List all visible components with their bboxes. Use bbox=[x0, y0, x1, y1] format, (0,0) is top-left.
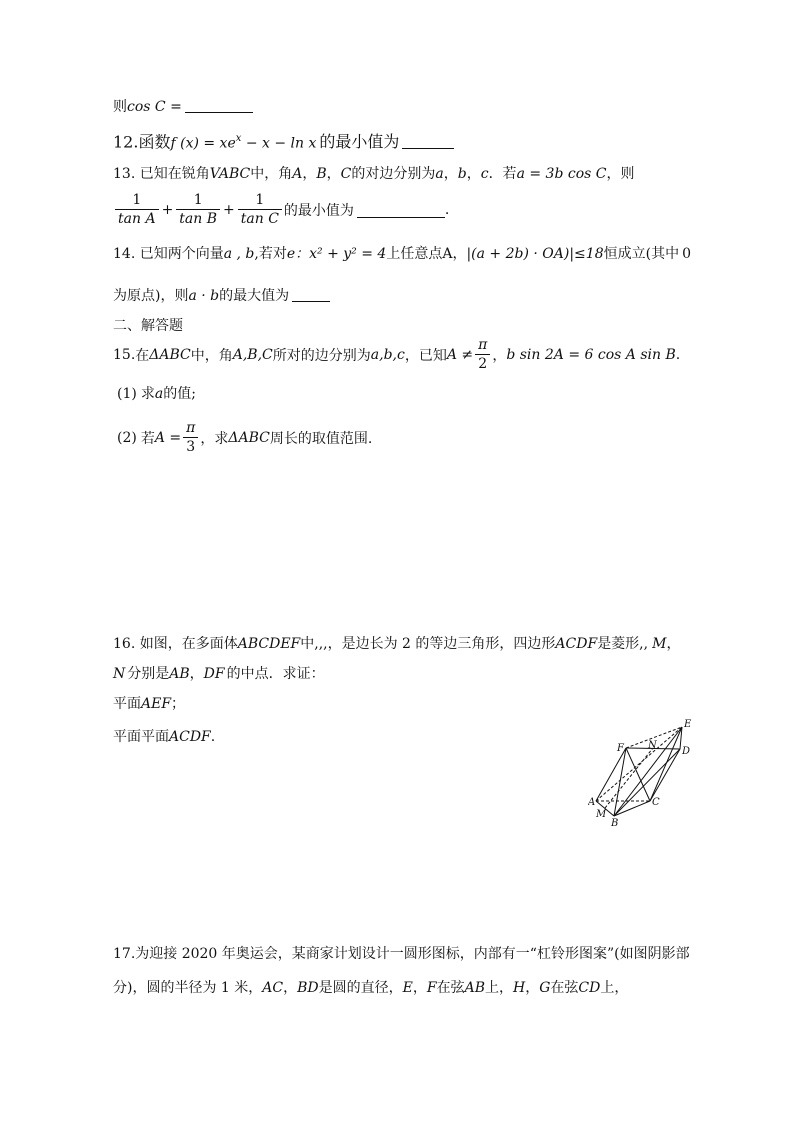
fraction-numerator: π bbox=[475, 337, 490, 355]
q12-expression: f (x) = xe bbox=[170, 135, 236, 152]
q13-text-5: ，则 bbox=[606, 166, 635, 182]
q13-sep: ， bbox=[466, 166, 481, 182]
q13-sep: ， bbox=[302, 166, 317, 182]
q15-part1-var: a bbox=[154, 386, 164, 402]
q15-triangle: ΔABC bbox=[149, 347, 191, 363]
q17-text-5: 上， bbox=[484, 980, 513, 996]
q14-answer-blank[interactable] bbox=[292, 287, 330, 302]
label-n: N bbox=[648, 740, 657, 751]
q11-tail-line bbox=[113, 97, 253, 117]
q13-side-c: c bbox=[480, 166, 489, 182]
q17-chord-cd: CD bbox=[578, 980, 601, 996]
plus-sign: + bbox=[161, 202, 174, 218]
q13-condition: a = 3b cos C bbox=[516, 166, 607, 182]
q17-sep: ， bbox=[412, 980, 427, 996]
q11-prefix: 则 bbox=[113, 99, 127, 115]
q15-part2-triangle: ΔABC bbox=[228, 430, 270, 446]
q13-fraction-a bbox=[115, 192, 159, 228]
q15-part1-label: (1) bbox=[117, 386, 137, 402]
fraction-numerator: 1 bbox=[115, 192, 159, 210]
q12-exponent: x bbox=[235, 133, 242, 144]
q17-sep: ， bbox=[283, 980, 298, 996]
q16-number: 16. bbox=[113, 636, 136, 652]
q17-line-2 bbox=[113, 978, 628, 998]
q14-text-2: ,若对 bbox=[254, 246, 287, 262]
fraction-numerator: π bbox=[183, 420, 198, 438]
q15-part-1 bbox=[117, 384, 196, 404]
q14-text-3: 上任意点 bbox=[386, 246, 443, 262]
q17-line-1 bbox=[113, 944, 690, 964]
q17-text-6: 在弦 bbox=[550, 980, 579, 996]
q17-point-e: E bbox=[402, 980, 413, 996]
q13-sep: ， bbox=[326, 166, 341, 182]
q13-angle-a: A bbox=[292, 166, 303, 182]
q15-text-4: ，已知 bbox=[404, 348, 447, 364]
q15-part-2 bbox=[117, 420, 372, 456]
q16-line-4 bbox=[113, 727, 215, 747]
q17-point-h: H bbox=[512, 980, 526, 996]
q13-line-2 bbox=[113, 192, 449, 228]
q13-number: 13. bbox=[113, 166, 136, 182]
q13-text-4: ．若 bbox=[488, 166, 517, 182]
q16-text-7: 平面平面 bbox=[113, 729, 169, 745]
q13-text-min: 的最小值为 bbox=[283, 203, 354, 219]
fraction-denominator: tan A bbox=[118, 211, 156, 227]
q15-text-5: ， bbox=[492, 348, 507, 364]
label-f: F bbox=[617, 743, 624, 754]
q12-text-a: 函数 bbox=[138, 132, 171, 152]
q13-side-b: b bbox=[457, 166, 467, 182]
section-heading: 二、解答题 bbox=[113, 318, 183, 334]
q16-line-2 bbox=[113, 664, 325, 684]
q13-answer-blank[interactable] bbox=[357, 203, 445, 218]
q16-quadrilateral: ACDF bbox=[555, 636, 598, 652]
q15-text-1: 在 bbox=[135, 348, 150, 364]
q15-angles: A,B,C bbox=[232, 347, 273, 363]
fraction-numerator: 1 bbox=[176, 192, 220, 210]
q16-point-m: M bbox=[652, 636, 667, 652]
q14-zero: 0 bbox=[682, 246, 691, 262]
q16-line-1 bbox=[113, 634, 680, 654]
figure-lines bbox=[596, 727, 682, 816]
q14-dot-product: a · b bbox=[188, 288, 220, 304]
q15-text-2: 中，角 bbox=[190, 348, 233, 364]
q13-period: . bbox=[444, 202, 450, 218]
q12-text-b: 的最小值为 bbox=[319, 132, 400, 152]
q16-line-3 bbox=[113, 694, 185, 714]
q15-part1-text-1: 求 bbox=[140, 386, 155, 402]
q16-text-3: 是菱形,, bbox=[597, 636, 649, 652]
q11-answer-blank[interactable] bbox=[185, 98, 253, 113]
q15-sides: a,b,c bbox=[370, 347, 405, 363]
q14-text-5: 为原点)，则 bbox=[113, 288, 189, 304]
q13-angle-c: C bbox=[340, 166, 352, 182]
q13-text-3: 的对边分别为 bbox=[351, 166, 436, 182]
q14-line-2 bbox=[113, 286, 330, 306]
q14-inequality: |(a + 2b) · OA)|≤18 bbox=[466, 246, 604, 262]
q16-comma: ， bbox=[666, 636, 681, 652]
q17-text-4: 在弦 bbox=[436, 980, 465, 996]
fraction-denominator: 3 bbox=[186, 439, 196, 455]
fraction-numerator: 1 bbox=[238, 192, 282, 210]
q12-number: 12. bbox=[113, 132, 139, 152]
q15-neq: A ≠ bbox=[446, 347, 474, 363]
q12-expression-tail: − x − ln x bbox=[241, 135, 317, 152]
q14-vectors: a , b bbox=[223, 246, 255, 262]
q12-answer-blank[interactable] bbox=[402, 134, 454, 149]
q13-text-1: 已知在锐角 bbox=[139, 166, 210, 182]
polyhedron-figure bbox=[588, 718, 700, 830]
q16-segment-df: DF bbox=[203, 666, 225, 682]
q15-part2-text-1: 若 bbox=[140, 431, 155, 447]
q17-text-3: 是圆的直径， bbox=[318, 980, 403, 996]
q15-period: . bbox=[675, 347, 681, 363]
q17-text-2: 分)，圆的半径为 1 米， bbox=[113, 980, 263, 996]
q16-text-2: 中,,,，是边长为 2 的等边三角形，四边形 bbox=[300, 636, 556, 652]
q13-text-2: 中，角 bbox=[250, 166, 293, 182]
q13-line-1 bbox=[113, 164, 634, 184]
q14-text-1: 已知两个向量 bbox=[139, 246, 224, 262]
label-d: D bbox=[682, 746, 691, 757]
q15-equation: b sin 2A = 6 cos A sin B bbox=[506, 347, 676, 363]
q16-semicolon: ； bbox=[171, 696, 186, 712]
q17-chord-ab: AB bbox=[464, 980, 485, 996]
q16-plane-acdf: ACDF bbox=[169, 729, 211, 745]
label-e: E bbox=[684, 719, 692, 730]
q17-sep: ， bbox=[525, 980, 540, 996]
q17-point-f: F bbox=[426, 980, 437, 996]
fraction-denominator: 2 bbox=[478, 356, 488, 372]
label-m: M bbox=[596, 809, 607, 820]
q15-line-1 bbox=[113, 337, 680, 373]
q16-plane-aef: AEF bbox=[141, 696, 172, 712]
q16-point-n: N bbox=[113, 666, 126, 682]
q15-text-3: 所对的边分别为 bbox=[272, 348, 371, 364]
label-a: A bbox=[588, 797, 596, 808]
q13-side-a: a bbox=[435, 166, 444, 182]
q17-text-1: 为迎接 2020 年奥运会，某商家计划设计一圆形图标，内部有一“杠铃形图案”(如图阴影部 bbox=[135, 946, 690, 962]
q14-point: A， bbox=[442, 246, 467, 262]
q16-text-4: 分别是 bbox=[127, 666, 170, 682]
q14-circle: e：x² + y² = 4 bbox=[286, 246, 387, 262]
q13-fraction-c bbox=[238, 192, 282, 228]
q15-number: 15. bbox=[113, 347, 136, 363]
label-c: C bbox=[652, 797, 660, 808]
q11-expression: cos C = bbox=[127, 99, 182, 115]
edge-ae-hidden bbox=[596, 727, 682, 801]
plus-sign: + bbox=[223, 202, 235, 218]
q17-diameter-bd: BD bbox=[297, 980, 319, 996]
q13-angle-b: B bbox=[316, 166, 327, 182]
q16-sep: ， bbox=[189, 666, 204, 682]
q13-triangle: VABC bbox=[209, 166, 251, 182]
fraction-denominator: tan C bbox=[240, 211, 279, 227]
q15-part2-label: (2) bbox=[117, 430, 137, 446]
q15-part2-text-2: ，求 bbox=[200, 431, 229, 447]
q14-line-1 bbox=[113, 244, 691, 264]
q15-part2-text-3: 周长的取值范围. bbox=[269, 431, 373, 447]
q12-line bbox=[113, 129, 454, 153]
q16-text-1: 如图，在多面体 bbox=[139, 636, 238, 652]
segment-mn-hidden bbox=[605, 748, 653, 808]
q16-polyhedron: ABCDEF bbox=[237, 636, 301, 652]
edge-ec bbox=[650, 727, 682, 801]
q15-pi-over-3 bbox=[183, 420, 198, 456]
q17-end: 上， bbox=[600, 980, 629, 996]
label-b: B bbox=[611, 818, 619, 829]
q17-number: 17. bbox=[113, 946, 136, 962]
q16-text-5: 的中点．求证： bbox=[226, 666, 325, 682]
q16-segment-ab: AB bbox=[169, 666, 190, 682]
q14-number: 14. bbox=[113, 246, 136, 262]
q13-fraction-b bbox=[176, 192, 220, 228]
q16-text-6: 平面 bbox=[113, 696, 141, 712]
q14-text-6: 的最大值为 bbox=[219, 288, 290, 304]
q13-sep: ， bbox=[443, 166, 458, 182]
q15-pi-over-2 bbox=[475, 337, 490, 373]
fraction-denominator: tan B bbox=[179, 211, 218, 227]
q14-text-4: 恒成立(其中 bbox=[603, 246, 680, 262]
q16-period: . bbox=[210, 729, 216, 745]
q17-diameter-ac: AC bbox=[262, 980, 284, 996]
q15-part2-eq: A = bbox=[154, 430, 182, 446]
q17-point-g: G bbox=[539, 980, 551, 996]
q15-part1-text-2: 的值; bbox=[163, 386, 196, 402]
